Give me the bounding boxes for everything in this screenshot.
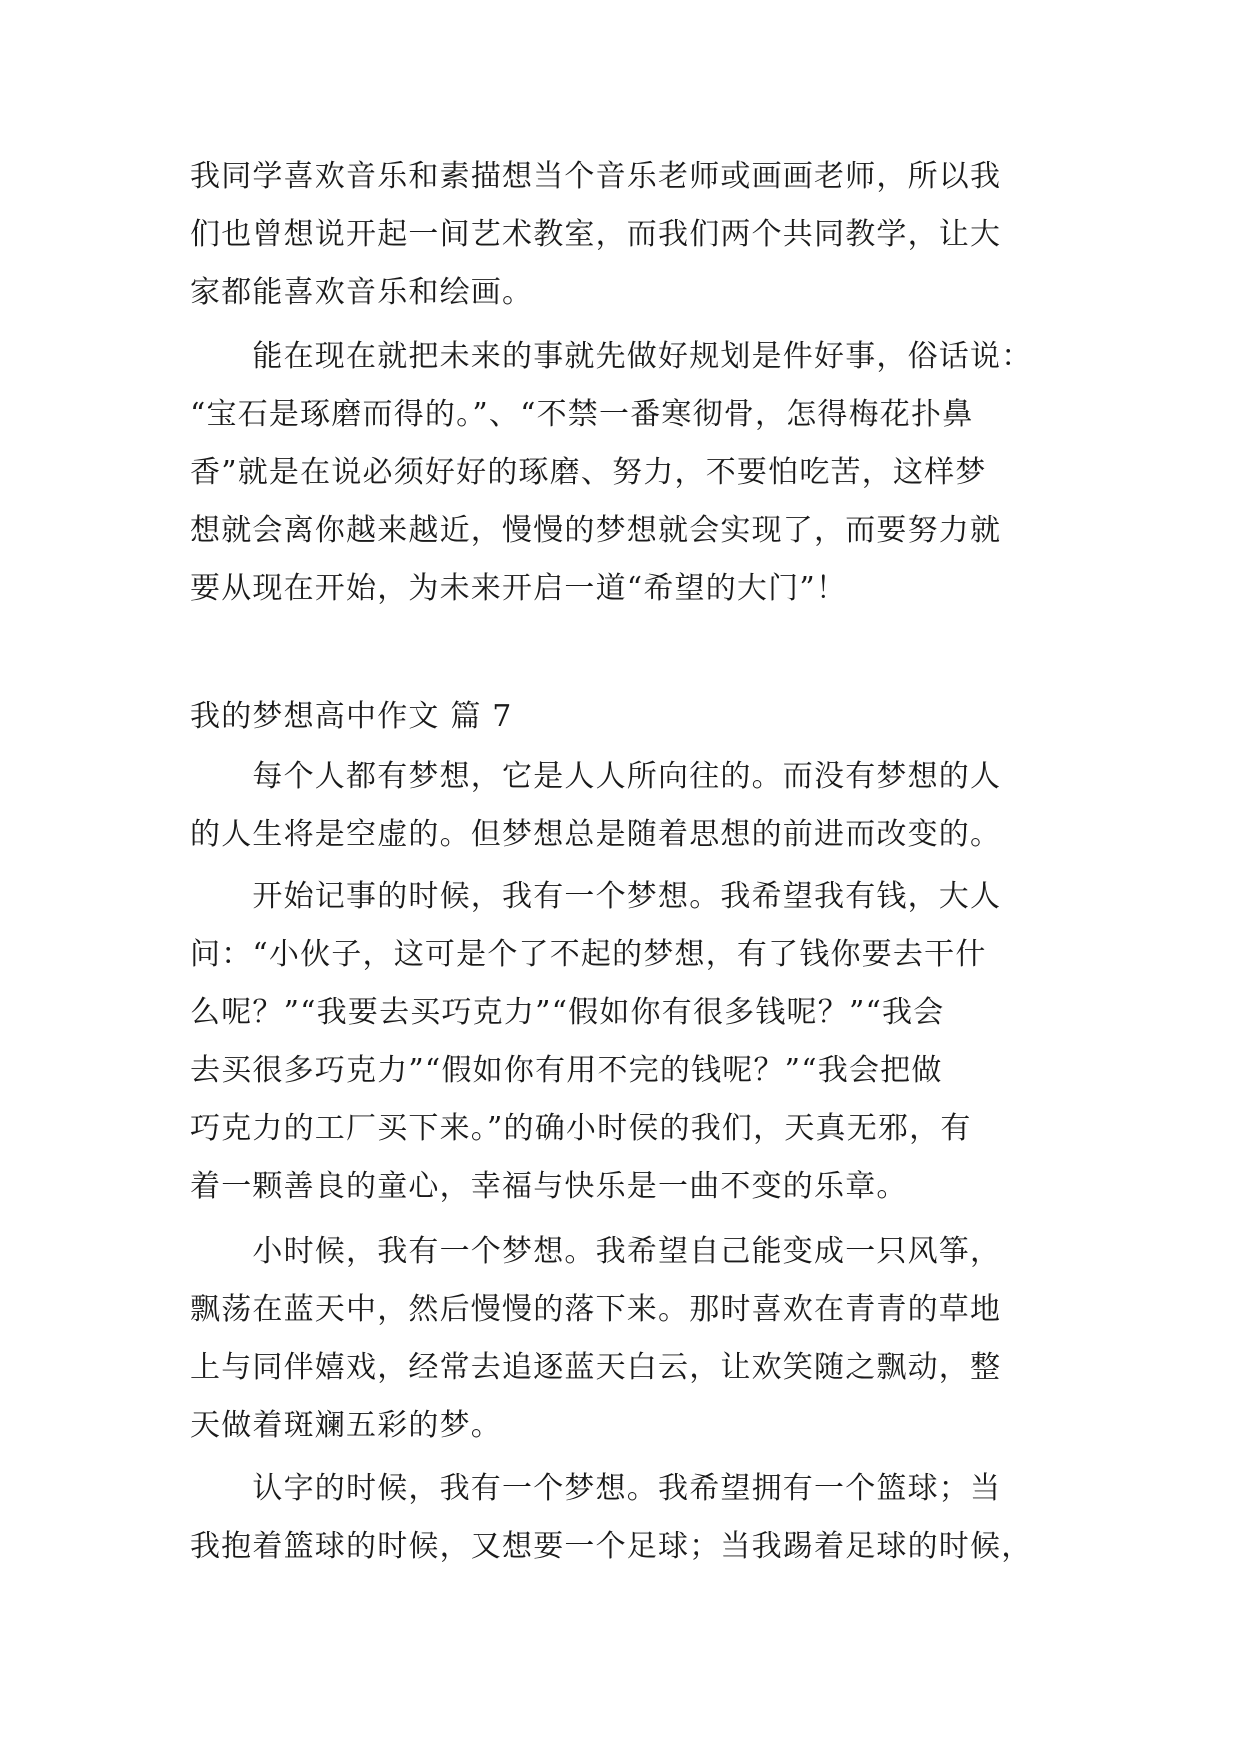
text-line: 的人生将是空虚的。但梦想总是随着思想的前进而改变的。: [190, 817, 1002, 852]
text-line: 每个人都有梦想，它是人人所向往的。而没有梦想的人: [190, 759, 1002, 794]
paragraph-money-dream: [190, 868, 1052, 1216]
text-line: 么呢？”“我要去买巧克力”“假如你有很多钱呢？”“我会: [190, 995, 945, 1030]
text-line: 去买很多巧克力”“假如你有用不完的钱呢？”“我会把做: [190, 1053, 943, 1088]
paragraph-ball-dream: [190, 1460, 1052, 1576]
text-line: 问：“小伙子，这可是个了不起的梦想，有了钱你要去干什: [190, 937, 987, 972]
text-line: 想就会离你越来越近，慢慢的梦想就会实现了，而要努力就: [190, 513, 1002, 548]
text-line: 家都能喜欢音乐和绘画。: [190, 275, 534, 310]
text-line: 我同学喜欢音乐和素描想当个音乐老师或画画老师，所以我: [190, 159, 1002, 194]
text-line: 们也曾想说开起一间艺术教室，而我们两个共同教学，让大: [190, 217, 1002, 252]
text-line: 要从现在开始，为未来开启一道“希望的大门”！: [190, 571, 848, 606]
text-line: 飘荡在蓝天中，然后慢慢的落下来。那时喜欢在青青的草地: [190, 1292, 1002, 1327]
text-line: 着一颗善良的童心，幸福与快乐是一曲不变的乐章。: [190, 1169, 908, 1204]
paragraph-kite-dream: [190, 1223, 1052, 1455]
text-line: “宝石是琢磨而得的。”、“不禁一番寒彻骨，怎得梅花扑鼻: [190, 397, 974, 432]
text-line: 上与同伴嬉戏，经常去追逐蓝天白云，让欢笑随之飘动，整: [190, 1350, 1002, 1385]
text-line: 开始记事的时候，我有一个梦想。我希望我有钱，大人: [190, 879, 1002, 914]
text-line: 能在现在就把未来的事就先做好规划是件好事，俗话说：: [190, 339, 1033, 374]
text-line: 香”就是在说必须好好的琢磨、努力，不要怕吃苦，这样梦: [190, 455, 987, 490]
paragraph-everyone-has-dream: [190, 748, 1052, 864]
text-line: 认字的时候，我有一个梦想。我希望拥有一个篮球；当: [190, 1471, 1002, 1506]
paragraph-planning: [190, 328, 1052, 618]
text-line: 巧克力的工厂买下来。”的确小时侯的我们，天真无邪，有: [190, 1111, 972, 1146]
paragraph-art-classroom: [190, 148, 1052, 322]
section-heading: 我的梦想高中作文 篇 7: [190, 699, 513, 734]
text-line: 我抱着篮球的时候，又想要一个足球；当我踢着足球的时候，: [190, 1529, 1033, 1564]
text-line: 小时候，我有一个梦想。我希望自己能变成一只风筝，: [190, 1234, 1002, 1269]
text-line: 天做着斑斓五彩的梦。: [190, 1408, 502, 1443]
